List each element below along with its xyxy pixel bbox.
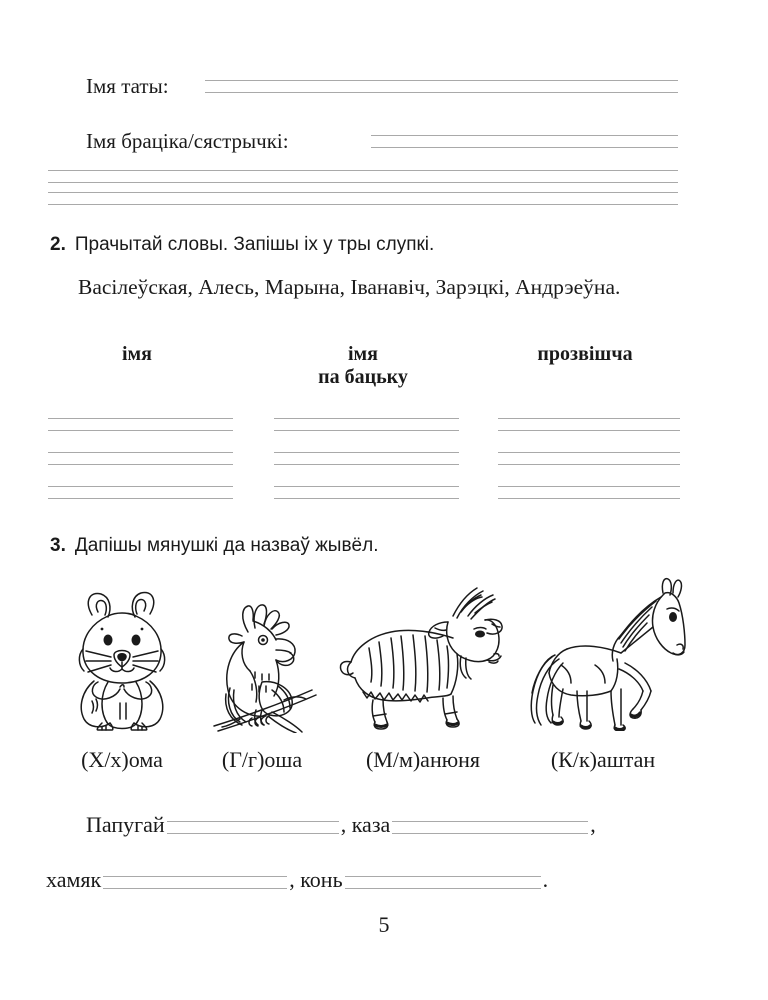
sentence-1-word-2: , каза xyxy=(340,812,391,837)
answer-line-r2c1[interactable] xyxy=(48,452,233,465)
exercise-2-instruction: Прачытай словы. Запішы іх у тры слупкі. xyxy=(74,234,435,255)
write-line-extra-2[interactable] xyxy=(48,192,678,205)
exercise-2-words: Васілеўская, Алесь, Марына, Іванавіч, Зарэцкі, Андрэеўна. xyxy=(78,275,621,299)
exercise-2-number: 2. xyxy=(50,234,66,255)
write-line-father-name[interactable] xyxy=(205,80,678,93)
answer-line-r3c2[interactable] xyxy=(274,486,459,499)
sentence-row-2 xyxy=(46,869,548,891)
sentence-1-blank-2[interactable] xyxy=(392,821,588,834)
exercise-3-number: 3. xyxy=(50,535,66,556)
sentence-2-word-1: хамяк xyxy=(46,867,102,892)
write-line-extra-1[interactable] xyxy=(48,170,678,183)
column-header-2 xyxy=(283,343,443,389)
sentence-2-blank-2[interactable] xyxy=(345,876,541,889)
answer-line-r3c3[interactable] xyxy=(498,486,680,499)
answer-line-r2c3[interactable] xyxy=(498,452,680,465)
exercise-2-heading xyxy=(50,233,434,257)
sentence-2-word-2: , конь xyxy=(289,867,343,892)
animal-label-horse: (К/к)аштан xyxy=(550,747,656,772)
page-number: 5 xyxy=(378,912,390,937)
answer-line-r1c2[interactable] xyxy=(274,418,459,431)
sentence-2-blank-1[interactable] xyxy=(103,876,287,889)
answer-line-r2c2[interactable] xyxy=(274,452,459,465)
sentence-2-word-3: . xyxy=(542,867,549,892)
animal-label-goat: (М/м)анюня xyxy=(365,747,481,772)
exercise-2-word-list xyxy=(48,272,698,303)
goat-illustration xyxy=(335,578,507,730)
animal-label-hamster: (Х/х)ома xyxy=(81,747,163,772)
column-header-3 xyxy=(505,343,665,366)
sentence-1-word-3: , xyxy=(590,812,596,837)
answer-line-r3c1[interactable] xyxy=(48,486,233,499)
exercise-3-heading xyxy=(50,534,379,558)
write-line-sibling-name[interactable] xyxy=(371,135,678,148)
hamster-illustration xyxy=(58,583,190,731)
column-header-2-line-2: па бацьку xyxy=(318,366,408,388)
field-label-sibling-name: Імя браціка/сястрычкі: xyxy=(86,129,289,153)
answer-line-r1c3[interactable] xyxy=(498,418,680,431)
column-header-1-line-2: імя xyxy=(122,343,152,365)
animal-label-parrot: (Г/г)оша xyxy=(221,747,303,772)
column-header-3-line-2: прозвішча xyxy=(537,343,633,365)
sentence-row-1 xyxy=(86,814,596,836)
horse-illustration xyxy=(525,573,697,731)
parrot-illustration xyxy=(200,598,326,733)
sentence-1-word-1: Папугай xyxy=(86,812,165,837)
exercise-3-instruction: Дапішы мянушкі да назваў жывёл. xyxy=(74,535,379,556)
sentence-1-blank-1[interactable] xyxy=(167,821,339,834)
column-header-2-line-1: імя xyxy=(348,343,378,365)
column-header-1 xyxy=(57,343,217,366)
answer-line-r1c1[interactable] xyxy=(48,418,233,431)
field-label-father-name: Імя таты: xyxy=(86,74,169,98)
